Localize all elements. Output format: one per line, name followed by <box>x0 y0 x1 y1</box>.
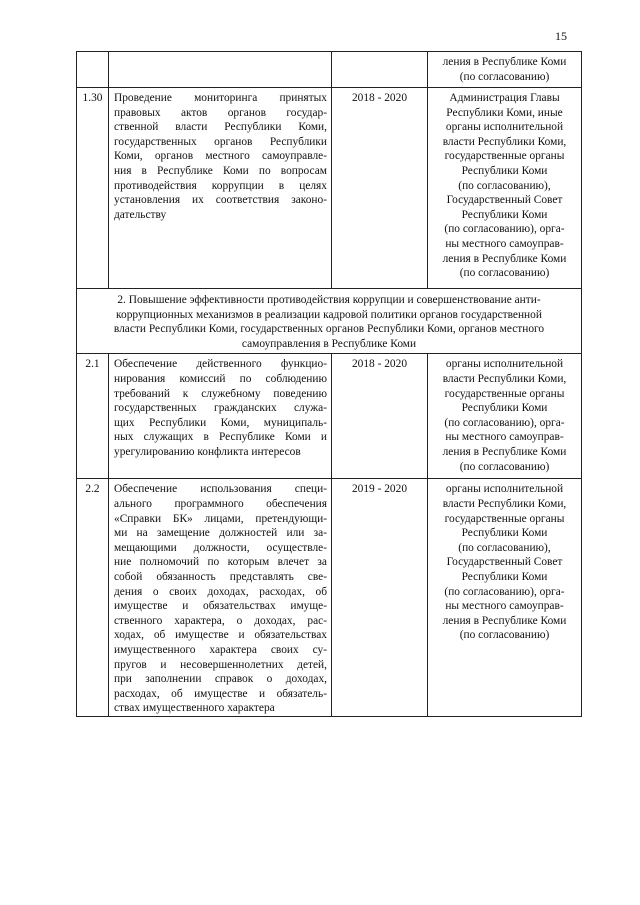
measure-description-cell <box>109 52 332 88</box>
text-line: установления их соответствия законо- <box>114 194 327 207</box>
text-line: (по согласованию) <box>459 70 550 83</box>
text-line: Республики Коми, иные <box>446 106 563 119</box>
text-line: Республики Коми <box>461 570 548 583</box>
text-line: противодействия коррупции в целях <box>114 179 327 192</box>
measure-description-cell <box>109 479 332 717</box>
text-line: щих Республики Коми, муниципаль- <box>114 416 327 429</box>
text-line: (по согласованию) <box>459 629 550 642</box>
text-line: ального программного обеспечения <box>114 497 327 510</box>
text-line: ления в Республике Коми <box>442 56 567 68</box>
measures-table <box>76 51 582 717</box>
text-line: ны местного самоуправ- <box>445 600 564 613</box>
text-line: ходах, об имуществе и обязательствах <box>114 629 327 642</box>
text-line: Обеспечение использования специ- <box>114 483 327 496</box>
table-row <box>77 479 582 717</box>
text-line: правовых актов органов государ- <box>114 106 327 119</box>
text-line: органы исполнительной <box>445 483 564 496</box>
section-heading <box>77 289 582 354</box>
responsible-cell <box>428 354 582 479</box>
text-line: ми на замещение должностей или за- <box>114 527 327 540</box>
text-line: власти Республики Коми, <box>442 135 567 148</box>
text-line: Республики Коми <box>461 164 548 177</box>
page-number: 15 <box>555 29 567 43</box>
text-line: Администрация Главы <box>449 92 560 104</box>
text-line: (по согласованию), орга- <box>444 585 565 598</box>
text-line: имущественного характера своих су- <box>114 643 327 656</box>
term-cell: 2018 - 2020 <box>332 354 428 479</box>
measure-description-cell <box>109 88 332 289</box>
text-line: при заполнении справок о доходах, <box>114 673 327 686</box>
text-line: (по согласованию), <box>458 179 551 192</box>
text-line: требований к служебному поведению <box>114 387 327 400</box>
responsible-cell <box>428 88 582 289</box>
text-line: Проведение мониторинга принятых <box>114 92 327 104</box>
term-cell: 2019 - 2020 <box>332 479 428 717</box>
text-line: нирования комиссий по соблюдению <box>114 372 327 385</box>
row-number-cell: 1.30 <box>77 88 109 289</box>
row-number-cell <box>77 52 109 88</box>
row-number-cell: 2.2 <box>77 479 109 717</box>
section-heading-row <box>77 289 582 354</box>
text-line: дения о своих доходах, расходах, об <box>114 585 327 598</box>
text-line: (по согласованию), орга- <box>444 223 565 236</box>
text-line: власти Республики Коми, государственных органов Республики Коми, органов местного <box>113 323 545 336</box>
term-cell: 2018 - 2020 <box>332 88 428 289</box>
text-line: органы исполнительной <box>445 358 564 371</box>
text-line: государственных гражданских служа- <box>114 402 327 415</box>
text-line: власти Республики Коми, <box>442 497 567 510</box>
text-line: ных служащих в Республике Коми и <box>114 431 327 444</box>
text-line: (по согласованию), орга- <box>444 416 565 429</box>
row-number-cell: 2.1 <box>77 354 109 479</box>
text-line: собой обязанность представлять све- <box>114 570 327 583</box>
text-line: государственные органы <box>444 150 565 163</box>
text-line: государственные органы <box>444 387 565 400</box>
text-line: ственного характера, о доходах, рас- <box>114 614 327 627</box>
text-line: (по согласованию) <box>459 460 550 473</box>
text-line: Коми, органов местного самоуправле- <box>114 150 327 163</box>
text-line: коррупционных механизмов в реализации кадровой политики органов государственной <box>116 308 542 321</box>
text-line: Государственный Совет <box>446 194 563 207</box>
table-row <box>77 52 582 88</box>
text-line: государственных органов Республики <box>114 135 327 148</box>
measure-description-cell <box>109 354 332 479</box>
table-row <box>77 354 582 479</box>
responsible-cell <box>428 52 582 88</box>
term-cell <box>332 52 428 88</box>
responsible-cell <box>428 479 582 717</box>
text-line: ления в Республике Коми <box>442 252 567 265</box>
text-line: мещающими должности, осуществле- <box>114 541 327 554</box>
text-line: Республики Коми <box>461 527 548 540</box>
text-line: (по согласованию) <box>459 267 550 280</box>
text-line: государственные органы <box>444 512 565 525</box>
text-line: ния в Республике Коми по вопросам <box>114 164 327 177</box>
text-line: имуществе и обязательствах имуще- <box>114 600 327 613</box>
text-line: ствах имущественного характера <box>114 702 275 715</box>
table-row <box>77 88 582 289</box>
text-line: «Справки БК» лицами, претендующи- <box>114 512 327 525</box>
text-line: ления в Республике Коми <box>442 614 567 627</box>
text-line: Республики Коми <box>461 402 548 415</box>
text-line: 2. Повышение эффективности противодействия коррупции и совершенствование анти- <box>117 294 541 306</box>
text-line: дательству <box>114 208 167 221</box>
text-line: урегулированию конфликта интересов <box>114 445 301 458</box>
text-line: органы исполнительной <box>445 121 564 134</box>
text-line: ления в Республике Коми <box>442 445 567 458</box>
text-line: Государственный Совет <box>446 556 563 569</box>
text-line: ны местного самоуправ- <box>445 237 564 250</box>
text-line: пругов и несовершеннолетних детей, <box>114 658 327 671</box>
text-line: Республики Коми <box>461 208 548 221</box>
text-line: ны местного самоуправ- <box>445 431 564 444</box>
text-line: Обеспечение действенного функцио- <box>114 358 327 371</box>
text-line: власти Республики Коми, <box>442 372 567 385</box>
text-line: (по согласованию), <box>458 541 551 554</box>
text-line: самоуправления в Республике Коми <box>241 337 417 350</box>
text-line: расходах, об имуществе и обязатель- <box>114 687 327 700</box>
text-line: ние полномочий по которым влечет за <box>114 556 327 569</box>
text-line: ственной власти Республики Коми, <box>114 121 327 134</box>
